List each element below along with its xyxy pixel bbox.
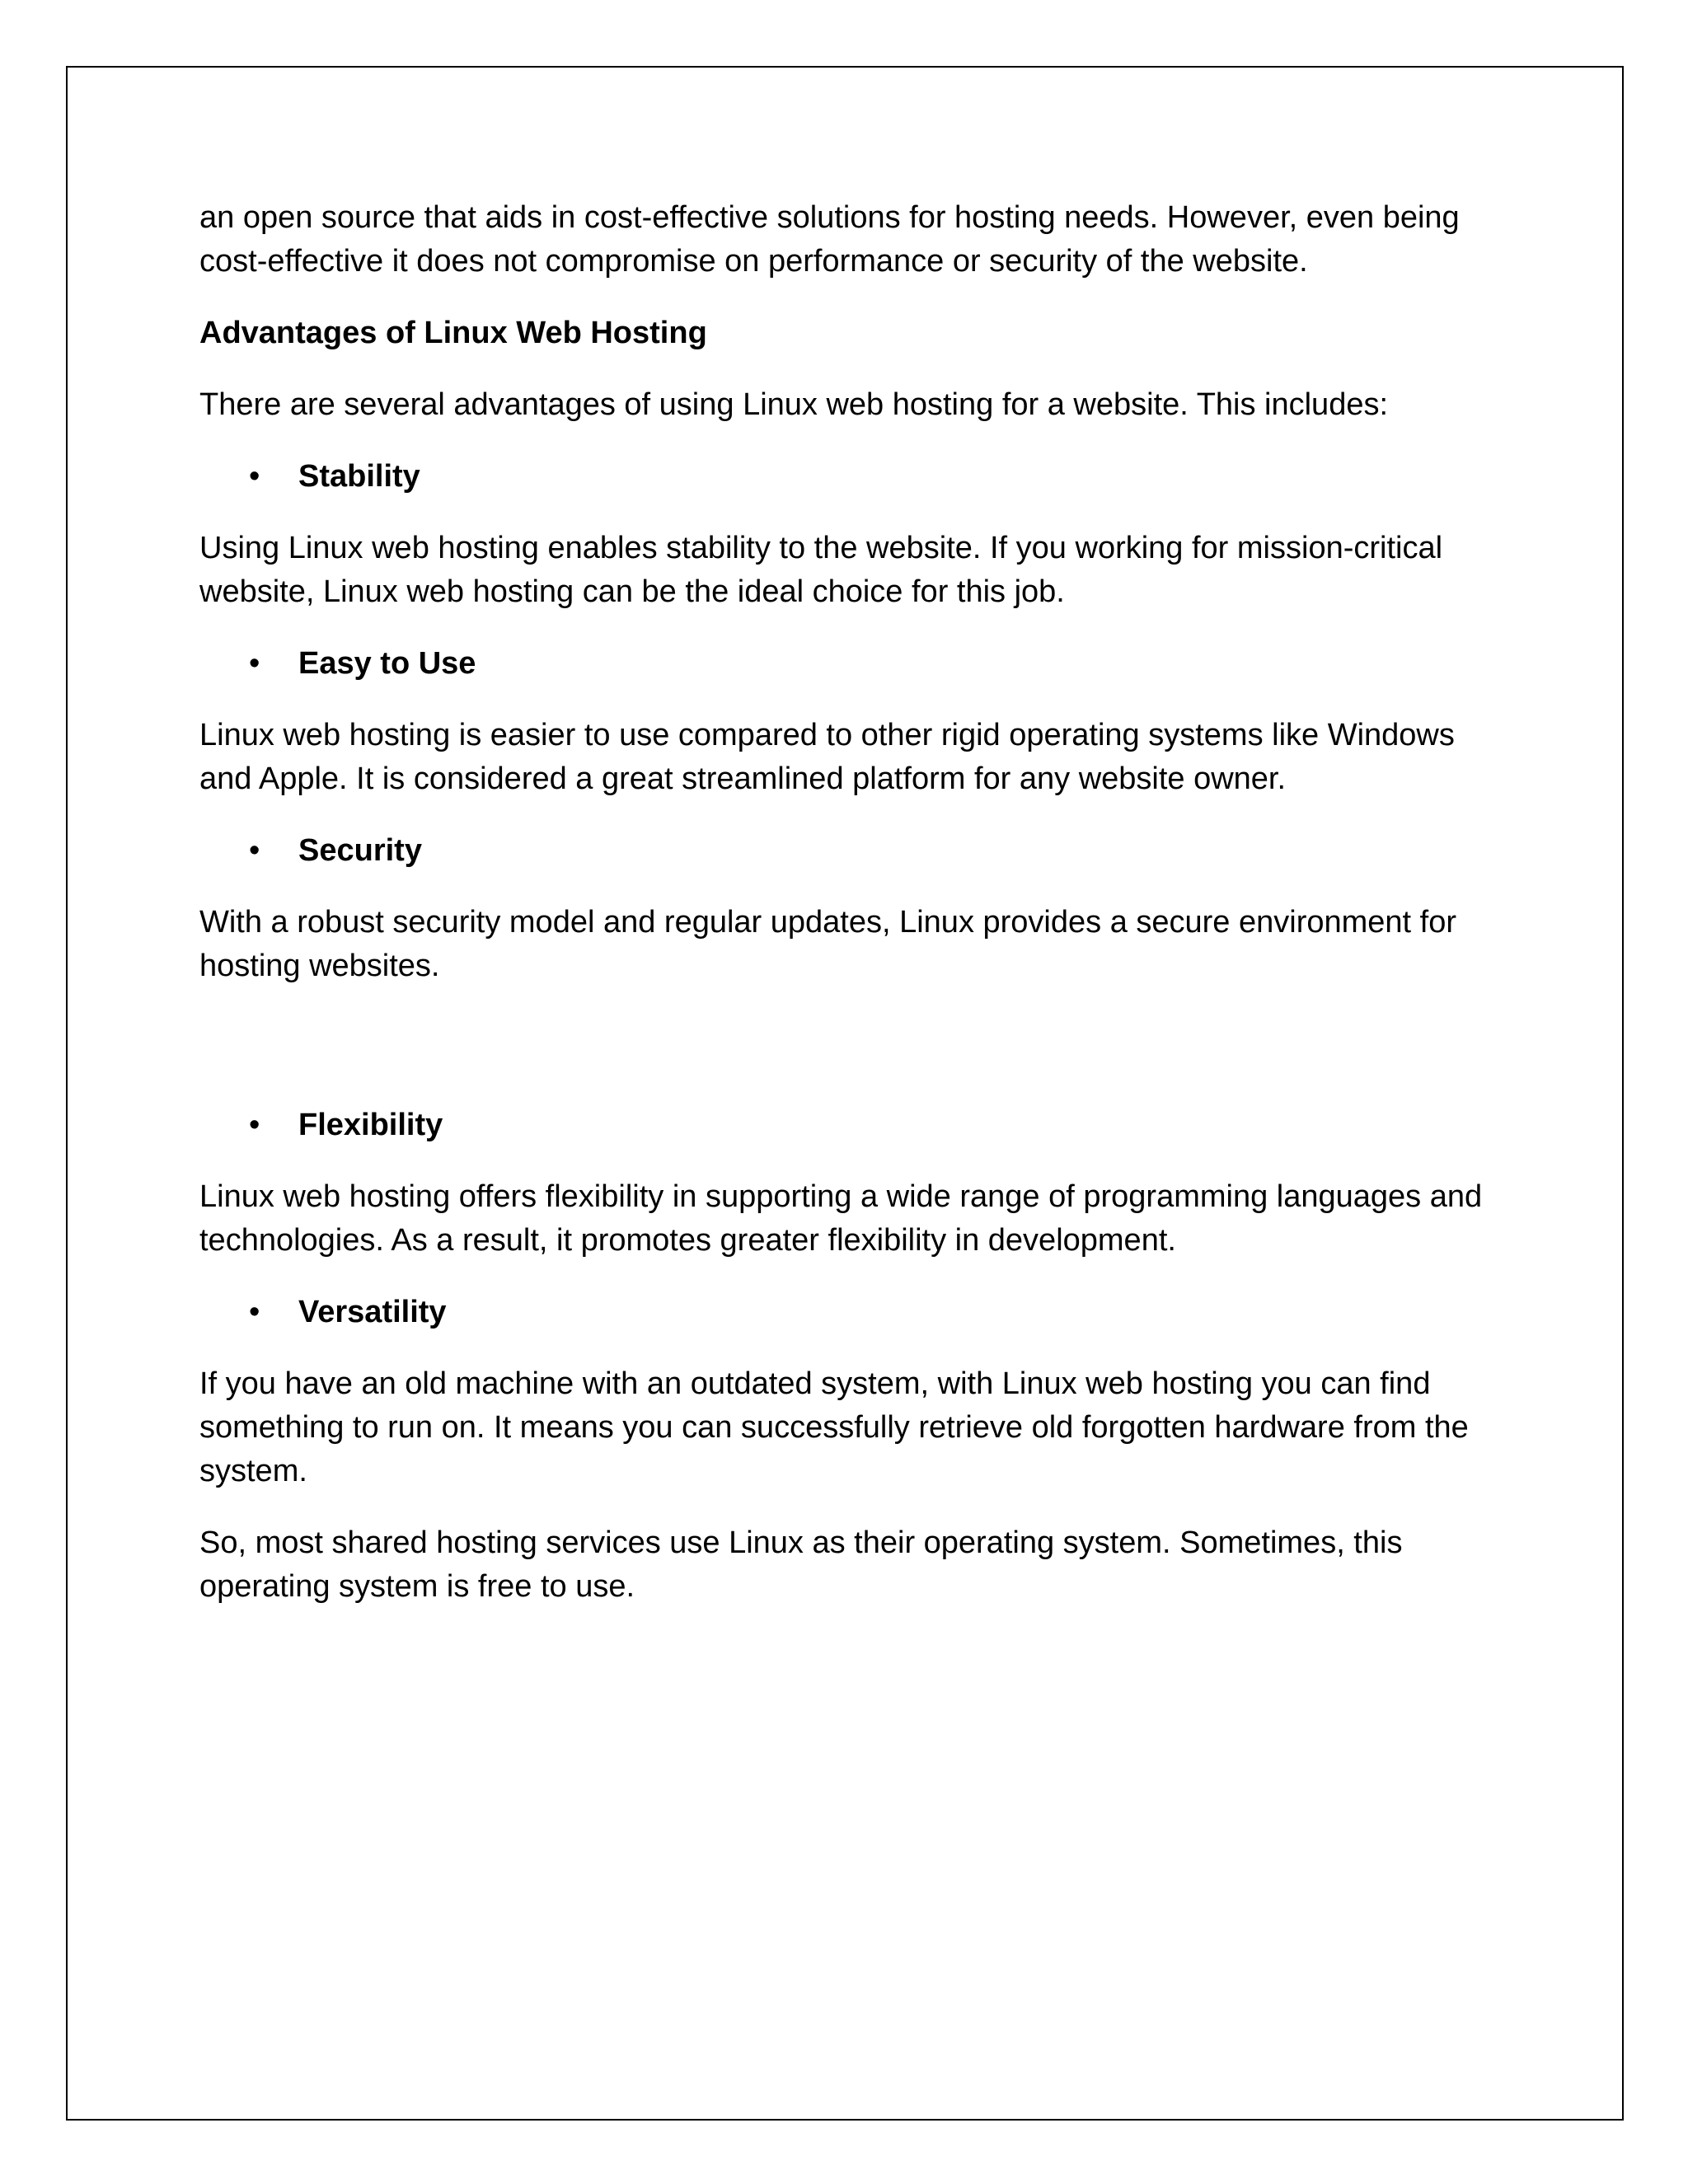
bullet-icon: • [249, 1108, 260, 1142]
bullet-title: Versatility [298, 1295, 447, 1329]
section-heading: Advantages of Linux Web Hosting [199, 316, 707, 350]
bullet-easy-to-use [199, 642, 1502, 686]
bullet-title: Stability [298, 459, 420, 494]
advantage-paragraph: If you have an old machine with an outdated system, with Linux web hosting you can find something to run on. It means you can successfully retrieve old forgotten hardware from the system. [199, 1366, 1469, 1488]
bullet-versatility [199, 1291, 1502, 1334]
bullet-flexibility [199, 1104, 1502, 1147]
closing-paragraph: So, most shared hosting services use Linux as their operating system. Sometimes, this operating system is free to use. [199, 1526, 1403, 1604]
intro-paragraph: an open source that aids in cost-effective solutions for hosting needs. However, even being cost-effective it does not compromise on performance or security of the website. [199, 200, 1460, 279]
bullet-title: Easy to Use [298, 646, 476, 681]
bullet-icon: • [249, 646, 260, 681]
bullet-stability [199, 455, 1502, 499]
advantage-paragraph: Linux web hosting offers flexibility in supporting a wide range of programming languages and technologies. As a result, it promotes greater flexibility in development. [199, 1179, 1483, 1258]
blank-space [199, 1016, 1502, 1104]
bullet-title: Security [298, 833, 422, 868]
bullet-icon: • [249, 833, 260, 868]
advantage-paragraph: Using Linux web hosting enables stability to the website. If you working for mission-critical website, Linux web hosting can be the ideal choice for this job. [199, 531, 1443, 609]
bullet-title: Flexibility [298, 1108, 443, 1142]
advantage-paragraph: Linux web hosting is easier to use compared to other rigid operating systems like Windows and Apple. It is considered a great streamlined platform for any website owner. [199, 718, 1455, 796]
bullet-icon: • [249, 459, 260, 494]
document-body [199, 196, 1502, 1637]
bullet-icon: • [249, 1295, 260, 1329]
lead-paragraph: There are several advantages of using Linux web hosting for a website. This includes: [199, 387, 1389, 422]
bullet-security [199, 829, 1502, 873]
advantage-paragraph: With a robust security model and regular updates, Linux provides a secure environment for hosting websites. [199, 905, 1457, 983]
